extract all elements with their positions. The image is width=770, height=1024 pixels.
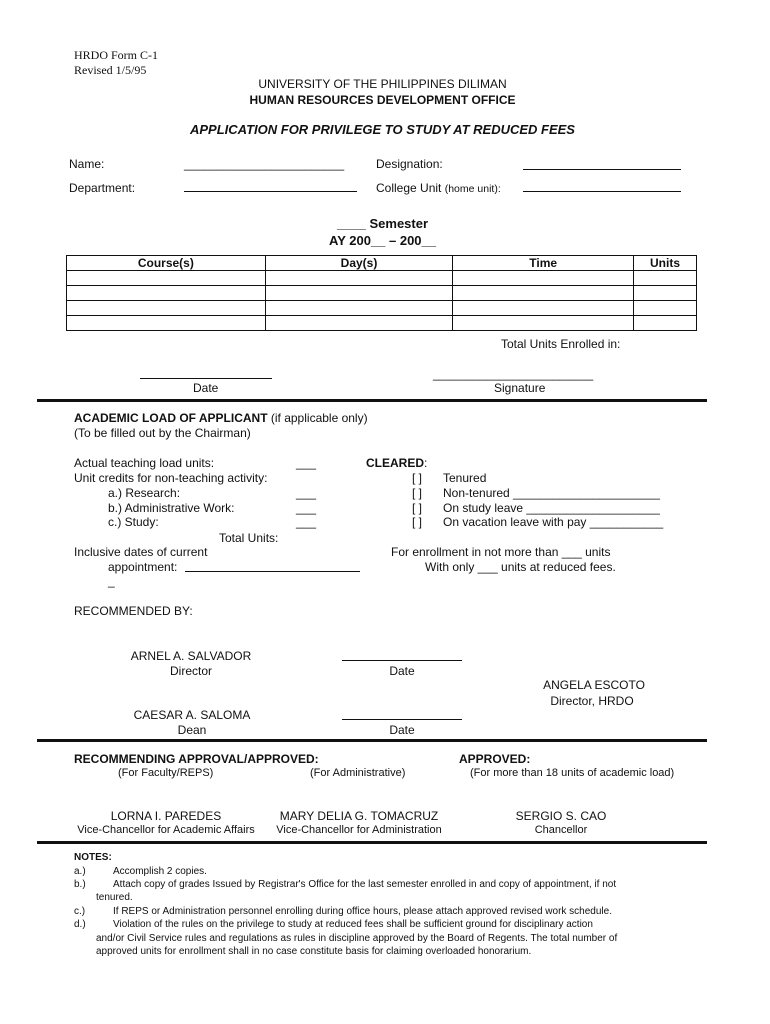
study-leave-checkbox[interactable]: [ ] xyxy=(412,501,423,515)
recommended-by-label: RECOMMENDED BY: xyxy=(74,604,193,618)
designation-label: Designation: xyxy=(376,157,443,171)
header-time: Time xyxy=(453,256,634,271)
vacation-leave-label: On vacation leave with pay ___________ xyxy=(443,515,664,529)
saloma-name: CAESAR A. SALOMA xyxy=(133,708,251,722)
non-teaching-label: Unit credits for non-teaching activity: xyxy=(74,471,268,485)
table-cell[interactable] xyxy=(634,286,697,301)
semester-label: ____ Semester xyxy=(336,216,429,231)
escoto-title: Director, HRDO xyxy=(550,694,634,708)
section-divider xyxy=(37,841,707,844)
table-cell[interactable] xyxy=(634,301,697,316)
cleared-label: CLEARED xyxy=(366,456,425,470)
cao-title: Chancellor xyxy=(534,824,588,836)
study-label: c.) Study: xyxy=(108,515,159,529)
cleared-heading xyxy=(366,456,427,470)
tomacruz-title: Vice-Chancellor for Administration xyxy=(276,824,442,836)
recommending-approval-label: RECOMMENDING APPROVAL/APPROVED: xyxy=(74,752,319,766)
note-d-line3: approved units for enrollment shall in no case constitute basis for claiming overloaded honorarium. xyxy=(96,946,532,957)
tomacruz-name: MARY DELIA G. TOMACRUZ xyxy=(279,809,439,823)
approved-label: APPROVED: xyxy=(459,752,531,766)
college-label xyxy=(376,181,501,195)
escoto-name: ANGELA ESCOTO xyxy=(543,678,645,692)
table-row[interactable] xyxy=(67,301,697,316)
academic-year: AY 200__ – 200__ xyxy=(329,233,436,248)
paredes-title: Vice-Chancellor for Academic Affairs xyxy=(77,824,255,836)
header-units: Units xyxy=(634,256,697,271)
name-label: Name: xyxy=(69,157,105,171)
academic-load-note: (if applicable only) xyxy=(267,411,368,425)
non-tenured-label: Non-tenured ______________________ xyxy=(443,486,660,500)
reduced-fees-units: With only ___ units at reduced fees. xyxy=(425,560,616,574)
salvador-title: Director xyxy=(169,664,212,678)
saloma-date-label: Date xyxy=(389,723,415,737)
appointment-dash: _ xyxy=(108,574,115,588)
university-name: UNIVERSITY OF THE PHILIPPINES DILIMAN xyxy=(258,77,507,91)
section-divider xyxy=(37,399,707,402)
total-units-label: Total Units: xyxy=(219,531,279,545)
for-admin-note: (For Administrative) xyxy=(310,767,406,779)
research-label: a.) Research: xyxy=(108,486,181,500)
for-faculty-note: (For Faculty/REPS) xyxy=(118,767,214,779)
saloma-date-line[interactable] xyxy=(342,719,462,720)
non-tenured-checkbox[interactable]: [ ] xyxy=(412,486,423,500)
filled-by-note: (To be filled out by the Chairman) xyxy=(74,426,251,440)
enrollment-limit: For enrollment in not more than ___ units xyxy=(391,545,611,559)
table-cell[interactable] xyxy=(265,316,453,331)
table-cell[interactable] xyxy=(67,316,266,331)
name-field[interactable]: ________________________ xyxy=(184,157,345,171)
table-cell[interactable] xyxy=(67,301,266,316)
academic-load-heading: ACADEMIC LOAD OF APPLICANT xyxy=(74,411,268,425)
paredes-name: LORNA I. PAREDES xyxy=(110,809,222,823)
note-b-line2: tenured. xyxy=(96,892,133,903)
teaching-load-label: Actual teaching load units: xyxy=(74,456,215,470)
college-text: College Unit xyxy=(376,181,442,195)
notes-title: NOTES: xyxy=(74,852,112,863)
applicant-date-line[interactable] xyxy=(140,378,272,379)
header-courses: Course(s) xyxy=(67,256,266,271)
academic-load-title xyxy=(74,411,368,425)
department-label: Department: xyxy=(69,181,136,195)
note-d-line2: and/or Civil Service rules and regulations as rules in discipline approved by the Board of Regents. The total number of xyxy=(96,933,618,944)
revised-date: Revised 1/5/95 xyxy=(74,63,147,77)
signature-label: Signature xyxy=(494,381,546,395)
designation-field[interactable] xyxy=(523,169,681,170)
cao-name: SERGIO S. CAO xyxy=(515,809,607,823)
note-d-line1: Violation of the rules on the privilege to study at reduced fees shall be sufficient ground for disciplinary action xyxy=(113,919,593,930)
research-field[interactable]: ___ xyxy=(296,486,317,500)
inclusive-dates-label: Inclusive dates of current xyxy=(74,545,208,559)
for-more-note: (For more than 18 units of academic load) xyxy=(470,767,675,779)
form-title: APPLICATION FOR PRIVILEGE TO STUDY AT REDUCED FEES xyxy=(190,122,575,137)
table-row[interactable] xyxy=(67,271,697,286)
salvador-date-line[interactable] xyxy=(342,660,462,661)
college-note: (home unit): xyxy=(444,183,501,195)
table-row[interactable] xyxy=(67,316,697,331)
table-row[interactable] xyxy=(67,286,697,301)
table-cell[interactable] xyxy=(634,316,697,331)
admin-work-field[interactable]: ___ xyxy=(296,501,317,515)
office-name: HUMAN RESOURCES DEVELOPMENT OFFICE xyxy=(249,93,516,107)
college-field[interactable] xyxy=(523,191,681,192)
department-field[interactable] xyxy=(184,191,357,192)
admin-work-label: b.) Administrative Work: xyxy=(108,501,235,515)
courses-table xyxy=(66,255,697,331)
salvador-name: ARNEL A. SALVADOR xyxy=(130,649,252,663)
note-b-label: b.) xyxy=(74,879,86,890)
form-id: HRDO Form C-1 xyxy=(74,48,159,62)
table-cell[interactable] xyxy=(265,301,453,316)
table-cell[interactable] xyxy=(265,271,453,286)
table-cell[interactable] xyxy=(453,301,634,316)
saloma-title: Dean xyxy=(177,723,207,737)
table-cell[interactable] xyxy=(634,271,697,286)
total-units-enrolled: Total Units Enrolled in: xyxy=(501,337,621,351)
tenured-checkbox[interactable]: [ ] xyxy=(412,471,423,485)
note-a: Accomplish 2 copies. xyxy=(113,866,207,877)
table-cell[interactable] xyxy=(67,271,266,286)
table-cell[interactable] xyxy=(453,271,634,286)
applicant-date-label: Date xyxy=(193,381,219,395)
table-cell[interactable] xyxy=(67,286,266,301)
table-cell[interactable] xyxy=(453,316,634,331)
note-d-label: d.) xyxy=(74,919,86,930)
table-cell[interactable] xyxy=(453,286,634,301)
salvador-date-label: Date xyxy=(389,664,415,678)
note-c: If REPS or Administration personnel enrolling during office hours, please attach approved revised work schedule. xyxy=(113,906,612,917)
appointment-field[interactable] xyxy=(185,571,360,572)
header-days: Day(s) xyxy=(265,256,453,271)
tenured-label: Tenured xyxy=(443,471,487,485)
note-a-label: a.) xyxy=(74,866,86,877)
teaching-load-field[interactable]: ___ xyxy=(296,456,317,470)
table-cell[interactable] xyxy=(265,286,453,301)
study-field[interactable]: ___ xyxy=(296,515,317,529)
signature-line[interactable]: ________________________ xyxy=(433,367,594,381)
note-b-line1: Attach copy of grades Issued by Registrar's Office for the last semester enrolled in and copy of appointment, if not xyxy=(113,879,617,890)
study-leave-label: On study leave ____________________ xyxy=(443,501,660,515)
vacation-leave-checkbox[interactable]: [ ] xyxy=(412,515,423,529)
cleared-colon: : xyxy=(424,456,428,470)
note-c-label: c.) xyxy=(74,906,86,917)
table-header-row xyxy=(67,256,697,271)
section-divider xyxy=(37,739,707,742)
appointment-label: appointment: xyxy=(108,560,178,574)
